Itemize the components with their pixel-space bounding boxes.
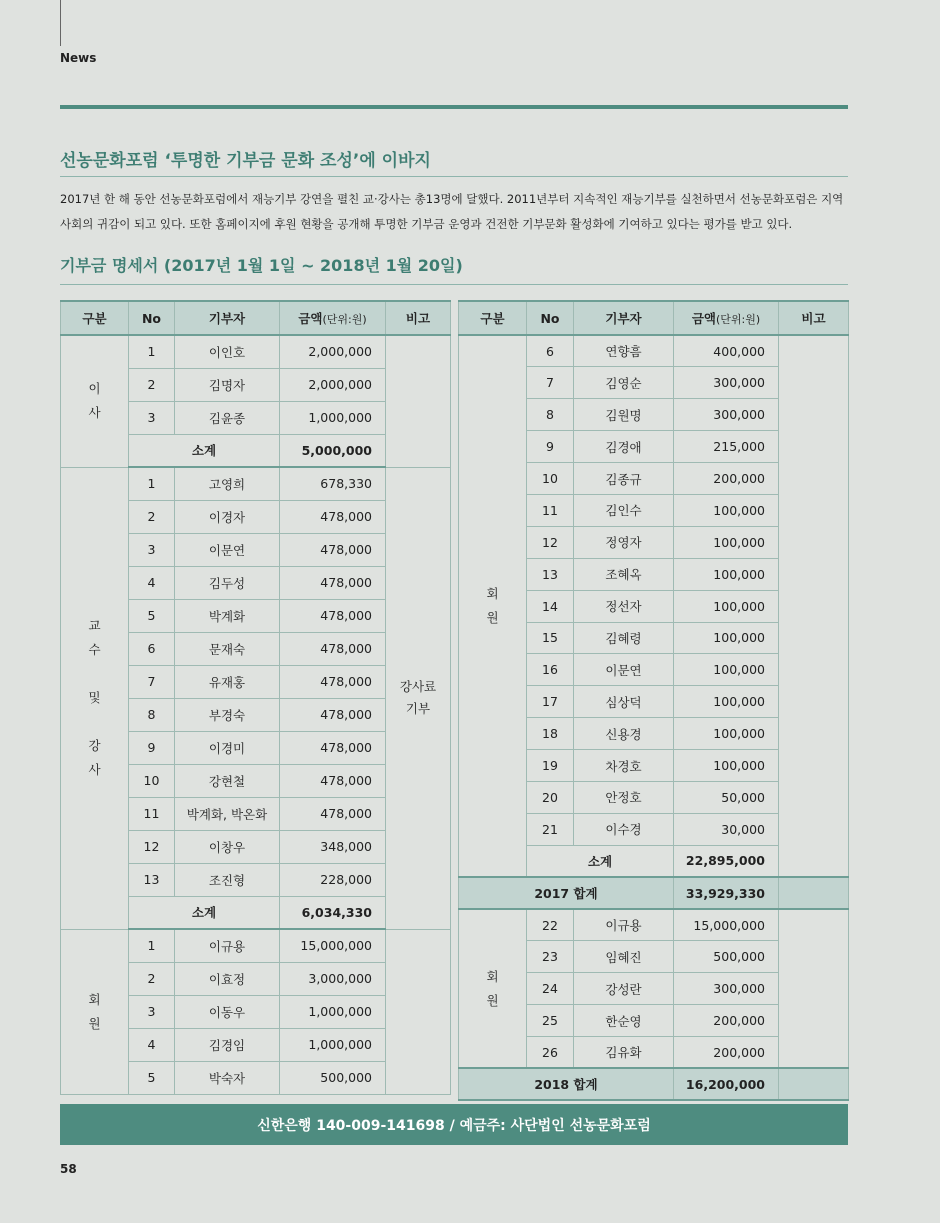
donor-name: 연향흠 <box>574 335 674 367</box>
donation-amount: 400,000 <box>674 335 779 367</box>
donation-amount: 2,000,000 <box>280 335 386 368</box>
row-number: 8 <box>527 399 574 431</box>
group-label: 회 원 <box>459 335 527 877</box>
donation-amount: 215,000 <box>674 431 779 463</box>
section-label: News <box>60 51 97 65</box>
donation-amount: 478,000 <box>280 797 386 830</box>
row-number: 17 <box>527 686 574 718</box>
row-number: 21 <box>527 813 574 845</box>
donor-name: 김혜령 <box>574 622 674 654</box>
row-number: 12 <box>527 526 574 558</box>
header-donor: 기부자 <box>175 301 280 335</box>
row-number: 18 <box>527 718 574 750</box>
row-number: 9 <box>129 731 175 764</box>
donation-amount: 1,000,000 <box>280 995 386 1028</box>
subtotal-amount: 22,895,000 <box>674 845 779 877</box>
donation-amount: 100,000 <box>674 494 779 526</box>
donation-amount: 478,000 <box>280 599 386 632</box>
row-number: 5 <box>129 599 175 632</box>
donor-name: 이문연 <box>574 654 674 686</box>
donor-name: 이창우 <box>175 830 280 863</box>
donation-amount: 2,000,000 <box>280 368 386 401</box>
donation-amount: 200,000 <box>674 1037 779 1069</box>
table-row <box>459 335 849 367</box>
donor-name: 조진형 <box>175 863 280 896</box>
table-row <box>459 909 849 941</box>
header-no: No <box>129 301 175 335</box>
header-vertical-rule <box>60 0 61 46</box>
donation-amount: 100,000 <box>674 590 779 622</box>
row-number: 14 <box>527 590 574 622</box>
donor-name: 김유화 <box>574 1037 674 1069</box>
donor-name: 안정호 <box>574 781 674 813</box>
donation-amount: 200,000 <box>674 1005 779 1037</box>
note-cell <box>386 335 451 467</box>
donation-table-right <box>458 300 849 1101</box>
total-row <box>459 877 849 909</box>
donor-name: 정영자 <box>574 526 674 558</box>
donor-name: 정선자 <box>574 590 674 622</box>
row-number: 1 <box>129 335 175 368</box>
donation-amount: 15,000,000 <box>280 929 386 962</box>
note-cell <box>779 909 849 1068</box>
group-label: 이 사 <box>61 335 129 467</box>
row-number: 20 <box>527 781 574 813</box>
donor-name: 신용경 <box>574 718 674 750</box>
donation-amount: 100,000 <box>674 686 779 718</box>
donor-name: 박계화, 박온화 <box>175 797 280 830</box>
donation-amount: 300,000 <box>674 973 779 1005</box>
donor-name: 김원명 <box>574 399 674 431</box>
row-number: 9 <box>527 431 574 463</box>
donor-name: 심상덕 <box>574 686 674 718</box>
donation-amount: 300,000 <box>674 367 779 399</box>
article-headline: 선농문화포럼 ‘투명한 기부금 문화 조성’에 이바지 <box>60 151 431 171</box>
donor-name: 조혜옥 <box>574 558 674 590</box>
row-number: 3 <box>129 995 175 1028</box>
row-number: 2 <box>129 368 175 401</box>
donor-name: 김영순 <box>574 367 674 399</box>
total-label: 2018 합계 <box>459 1068 674 1100</box>
donation-amount: 478,000 <box>280 500 386 533</box>
header-amount-unit: (단위:원) <box>715 313 761 326</box>
row-number: 7 <box>129 665 175 698</box>
header-amount <box>674 301 779 335</box>
subtotal-amount: 5,000,000 <box>280 434 386 467</box>
table-row <box>61 467 451 500</box>
row-number: 1 <box>129 467 175 500</box>
total-label: 2017 합계 <box>459 877 674 909</box>
donation-amount: 478,000 <box>280 566 386 599</box>
row-number: 6 <box>129 632 175 665</box>
table-title-rule <box>60 284 848 285</box>
row-number: 4 <box>129 566 175 599</box>
row-number: 11 <box>129 797 175 830</box>
donation-table-left <box>60 300 451 1095</box>
donor-name: 부경숙 <box>175 698 280 731</box>
row-number: 4 <box>129 1028 175 1061</box>
donation-amount: 478,000 <box>280 632 386 665</box>
row-number: 19 <box>527 750 574 782</box>
subtotal-label: 소계 <box>129 434 280 467</box>
group-label: 회 원 <box>61 929 129 1094</box>
donation-amount: 15,000,000 <box>674 909 779 941</box>
bank-account-banner <box>60 1104 848 1145</box>
header-category: 구분 <box>459 301 527 335</box>
donation-amount: 478,000 <box>280 731 386 764</box>
donor-name: 이규용 <box>574 909 674 941</box>
row-number: 1 <box>129 929 175 962</box>
donor-name: 이동우 <box>175 995 280 1028</box>
donor-name: 이인호 <box>175 335 280 368</box>
note-cell: 강사료 기부 <box>386 467 451 929</box>
row-number: 8 <box>129 698 175 731</box>
row-number: 12 <box>129 830 175 863</box>
donation-amount: 478,000 <box>280 533 386 566</box>
donor-name: 김경임 <box>175 1028 280 1061</box>
donor-name: 이효정 <box>175 962 280 995</box>
donor-name: 강현철 <box>175 764 280 797</box>
donation-amount: 478,000 <box>280 698 386 731</box>
donation-amount: 3,000,000 <box>280 962 386 995</box>
donor-name: 강성란 <box>574 973 674 1005</box>
row-number: 16 <box>527 654 574 686</box>
row-number: 10 <box>527 463 574 495</box>
article-body: 2017년 한 해 동안 선농문화포럼에서 재능기부 강연을 펼친 교·강사는 총13명에 달했다. 2011년부터 지속적인 재능기부를 실천하면서 선농문화포럼은 지역 사회의 귀감이 되고 있다. 또한 홈페이지에 후원 현황을 공개해 투명한 기부금 운영과 건전한 기부문화 활성화에 기여하고 있다는 평가를 받고 있다. <box>60 192 844 231</box>
donation-amount: 478,000 <box>280 764 386 797</box>
subtotal-label: 소계 <box>129 896 280 929</box>
donation-amount: 1,000,000 <box>280 401 386 434</box>
donor-name: 유재홍 <box>175 665 280 698</box>
donor-name: 김종규 <box>574 463 674 495</box>
row-number: 2 <box>129 500 175 533</box>
donation-amount: 678,330 <box>280 467 386 500</box>
row-number: 26 <box>527 1037 574 1069</box>
note-cell <box>779 877 849 909</box>
header-note: 비고 <box>779 301 849 335</box>
donation-amount: 30,000 <box>674 813 779 845</box>
table-row <box>61 335 451 368</box>
donor-name: 이경미 <box>175 731 280 764</box>
row-number: 2 <box>129 962 175 995</box>
note-cell <box>779 1068 849 1100</box>
note-cell <box>779 335 849 877</box>
donation-amount: 100,000 <box>674 750 779 782</box>
group-label: 교 수 및 강 사 <box>61 467 129 929</box>
header-amount-label: 금액 <box>691 311 716 326</box>
donation-amount: 228,000 <box>280 863 386 896</box>
table-row <box>61 929 451 962</box>
subtotal-label: 소계 <box>527 845 674 877</box>
donor-name: 이경자 <box>175 500 280 533</box>
donor-name: 이문연 <box>175 533 280 566</box>
header-category: 구분 <box>61 301 129 335</box>
note-cell <box>386 929 451 1094</box>
donor-name: 김윤종 <box>175 401 280 434</box>
table-title: 기부금 명세서 (2017년 1월 1일 ~ 2018년 1월 20일) <box>60 256 463 275</box>
total-row <box>459 1068 849 1100</box>
row-number: 11 <box>527 494 574 526</box>
donation-amount: 100,000 <box>674 526 779 558</box>
donation-amount: 500,000 <box>280 1061 386 1094</box>
donation-amount: 1,000,000 <box>280 1028 386 1061</box>
header-donor: 기부자 <box>574 301 674 335</box>
donor-name: 이규용 <box>175 929 280 962</box>
donor-name: 김명자 <box>175 368 280 401</box>
row-number: 13 <box>129 863 175 896</box>
donor-name: 김인수 <box>574 494 674 526</box>
header-amount-unit: (단위:원) <box>322 313 367 326</box>
donation-amount: 348,000 <box>280 830 386 863</box>
total-amount: 16,200,000 <box>674 1068 779 1100</box>
row-number: 7 <box>527 367 574 399</box>
donor-name: 임혜진 <box>574 941 674 973</box>
row-number: 25 <box>527 1005 574 1037</box>
row-number: 23 <box>527 941 574 973</box>
donation-amount: 500,000 <box>674 941 779 973</box>
headline-rule <box>60 176 848 177</box>
row-number: 3 <box>129 401 175 434</box>
header-amount-label: 금액 <box>298 311 323 326</box>
row-number: 22 <box>527 909 574 941</box>
donor-name: 차경호 <box>574 750 674 782</box>
row-number: 13 <box>527 558 574 590</box>
page-number: 58 <box>60 1162 77 1176</box>
donor-name: 김경애 <box>574 431 674 463</box>
donor-name: 고영희 <box>175 467 280 500</box>
row-number: 15 <box>527 622 574 654</box>
subtotal-amount: 6,034,330 <box>280 896 386 929</box>
row-number: 3 <box>129 533 175 566</box>
row-number: 5 <box>129 1061 175 1094</box>
donation-amount: 478,000 <box>280 665 386 698</box>
row-number: 6 <box>527 335 574 367</box>
row-number: 24 <box>527 973 574 1005</box>
header-note: 비고 <box>386 301 451 335</box>
header-no: No <box>527 301 574 335</box>
top-rule <box>60 105 848 109</box>
donation-amount: 50,000 <box>674 781 779 813</box>
donation-amount: 100,000 <box>674 558 779 590</box>
donation-amount: 100,000 <box>674 622 779 654</box>
donation-amount: 100,000 <box>674 654 779 686</box>
donor-name: 김두성 <box>175 566 280 599</box>
header-amount <box>280 301 386 335</box>
donation-amount: 300,000 <box>674 399 779 431</box>
donation-amount: 100,000 <box>674 718 779 750</box>
donor-name: 한순영 <box>574 1005 674 1037</box>
donor-name: 이수경 <box>574 813 674 845</box>
donor-name: 박계화 <box>175 599 280 632</box>
donation-amount: 200,000 <box>674 463 779 495</box>
group-label: 회 원 <box>459 909 527 1068</box>
donor-name: 문재숙 <box>175 632 280 665</box>
bank-account-text: 신한은행 140-009-141698 / 예금주: 사단법인 선농문화포럼 <box>257 1117 651 1134</box>
row-number: 10 <box>129 764 175 797</box>
total-amount: 33,929,330 <box>674 877 779 909</box>
donor-name: 박숙자 <box>175 1061 280 1094</box>
